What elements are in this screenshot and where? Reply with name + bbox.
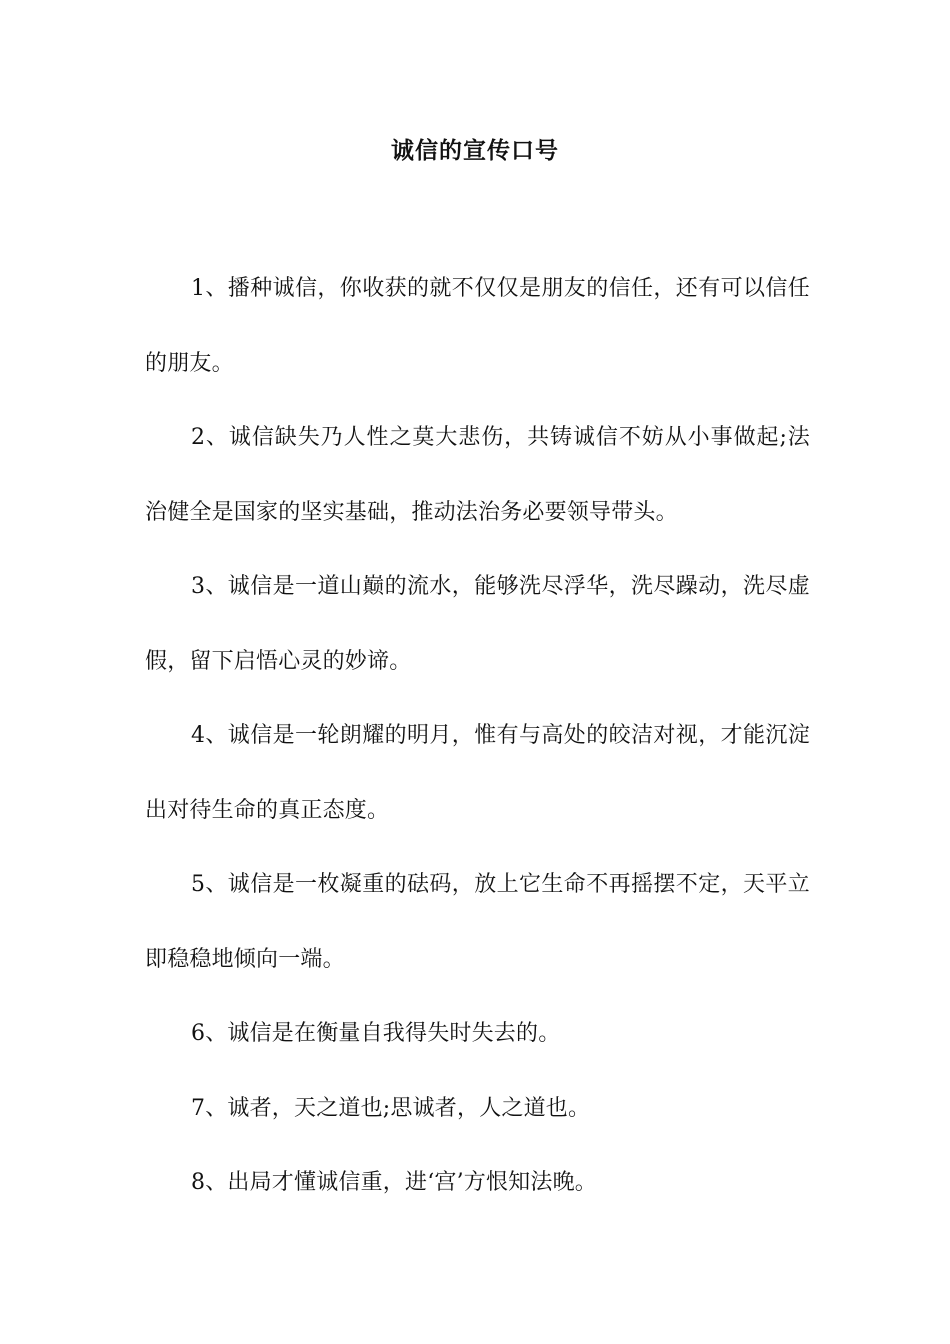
slogan-paragraph-1: 1、播种诚信，你收获的就不仅仅是朋友的信任，还有可以信任的朋友。 [145, 276, 810, 376]
slogan-paragraph-6: 6、诚信是在衡量自我得失时失去的。 [191, 1021, 561, 1046]
slogan-paragraph-8: 8、出局才懂诚信重，进‘宫’方恨知法晚。 [191, 1170, 597, 1195]
document-body [145, 252, 810, 1221]
slogan-paragraph-4: 4、诚信是一轮朗耀的明月，惟有与高处的皎洁对视，才能沉淀出对待生命的真正态度。 [145, 723, 810, 823]
slogan-paragraph-5: 5、诚信是一枚凝重的砝码，放上它生命不再摇摆不定，天平立即稳稳地倾向一端。 [145, 872, 810, 972]
document-title: 诚信的宣传口号 [391, 138, 559, 164]
slogan-paragraph-3: 3、诚信是一道山巅的流水，能够洗尽浮华，洗尽躁动，洗尽虚假，留下启悟心灵的妙谛。 [145, 574, 810, 674]
slogan-paragraph-2: 2、诚信缺失乃人性之莫大悲伤，共铸诚信不妨从小事做起;法治健全是国家的坚实基础，推动法治务必要领导带头。 [145, 425, 810, 525]
slogan-paragraph-7: 7、诚者，天之道也;思诚者，人之道也。 [191, 1095, 591, 1121]
